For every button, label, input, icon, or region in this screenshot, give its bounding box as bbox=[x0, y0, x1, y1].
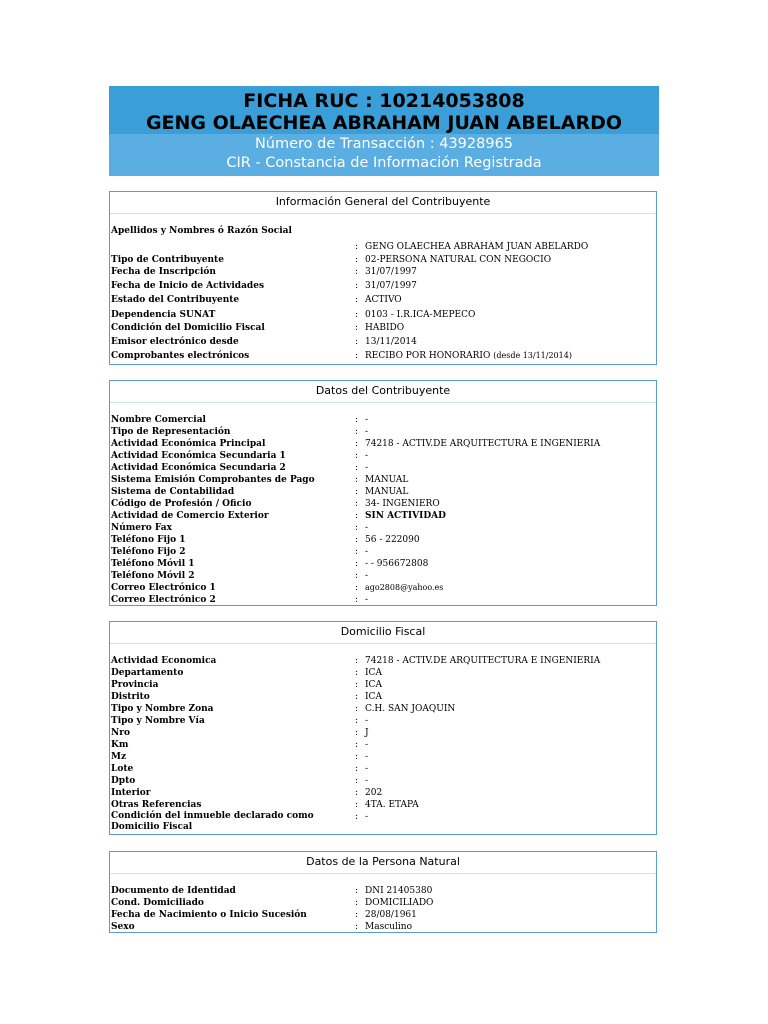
field-separator: : bbox=[355, 571, 359, 581]
field-separator: : bbox=[355, 728, 359, 738]
section-title: Datos del Contribuyente bbox=[110, 384, 656, 403]
field-row bbox=[111, 715, 655, 727]
field-label: Distrito bbox=[111, 692, 150, 702]
field-row bbox=[111, 703, 655, 715]
field-value: DNI 21405380 bbox=[365, 886, 433, 896]
field-separator: : bbox=[355, 559, 359, 569]
field-value: J bbox=[365, 728, 369, 738]
field-value: - bbox=[365, 740, 369, 750]
field-value: SIN ACTIVIDAD bbox=[365, 511, 446, 521]
field-separator: : bbox=[355, 788, 359, 798]
field-row bbox=[111, 462, 655, 474]
field-row bbox=[111, 594, 655, 606]
field-value: 34- INGENIERO bbox=[365, 499, 440, 509]
field-row bbox=[111, 414, 655, 426]
header-top-band bbox=[109, 86, 659, 134]
field-label: Provincia bbox=[111, 680, 159, 690]
field-row bbox=[111, 254, 655, 266]
field-value: - bbox=[365, 776, 369, 786]
field-row bbox=[111, 570, 655, 582]
field-value: GENG OLAECHEA ABRAHAM JUAN ABELARDO bbox=[365, 242, 589, 252]
field-row bbox=[111, 751, 655, 763]
field-separator: : bbox=[355, 886, 359, 896]
field-value: 202 bbox=[365, 788, 383, 798]
field-row bbox=[111, 921, 655, 933]
field-row bbox=[111, 885, 655, 897]
field-label: Actividad Económica Principal bbox=[111, 439, 266, 449]
field-value: 74218 - ACTIV.DE ARQUITECTURA E INGENIERIA bbox=[365, 439, 601, 449]
field-label: Otras Referencias bbox=[111, 800, 202, 810]
field-row bbox=[111, 582, 655, 594]
field-row bbox=[111, 474, 655, 486]
field-value: - bbox=[365, 812, 369, 822]
field-value: - bbox=[365, 523, 369, 533]
field-value: - bbox=[365, 547, 369, 557]
field-label: Tipo de Contribuyente bbox=[111, 255, 224, 265]
field-value: MANUAL bbox=[365, 487, 409, 497]
field-value-note: (desde 13/11/2014) bbox=[493, 351, 572, 360]
ficha-header bbox=[109, 86, 659, 176]
field-row bbox=[111, 727, 655, 739]
field-row bbox=[111, 739, 655, 751]
field-label: Lote bbox=[111, 764, 134, 774]
field-separator: : bbox=[355, 535, 359, 545]
field-separator: : bbox=[355, 337, 359, 347]
field-value: 74218 - ACTIV.DE ARQUITECTURA E INGENIERIA bbox=[365, 656, 601, 666]
field-separator: : bbox=[355, 547, 359, 557]
field-label: Teléfono Fijo 1 bbox=[111, 535, 186, 545]
field-row bbox=[111, 811, 655, 835]
field-value: - - 956672808 bbox=[365, 559, 429, 569]
field-separator: : bbox=[355, 776, 359, 786]
field-row bbox=[111, 534, 655, 546]
cir-subtitle: CIR - Constancia de Información Registrada bbox=[226, 155, 542, 171]
field-row bbox=[111, 667, 655, 679]
field-label: Sexo bbox=[111, 922, 135, 932]
section-title: Datos de la Persona Natural bbox=[110, 855, 656, 874]
field-separator: : bbox=[355, 351, 359, 361]
field-label: Nombre Comercial bbox=[111, 415, 206, 425]
section-title: Información General del Contribuyente bbox=[110, 195, 656, 214]
field-row bbox=[111, 510, 655, 522]
field-separator: : bbox=[355, 255, 359, 265]
field-separator: : bbox=[355, 922, 359, 932]
field-value: - bbox=[365, 571, 369, 581]
section-datos-contribuyente bbox=[109, 380, 657, 606]
field-value: ICA bbox=[365, 680, 382, 690]
field-separator: : bbox=[355, 427, 359, 437]
field-row bbox=[111, 350, 655, 362]
transaccion-number: Número de Transacción : 43928965 bbox=[254, 136, 514, 152]
field-separator: : bbox=[355, 267, 359, 277]
field-separator: : bbox=[355, 764, 359, 774]
field-separator: : bbox=[355, 242, 359, 252]
field-row bbox=[111, 691, 655, 703]
field-label: Cond. Domiciliado bbox=[111, 898, 204, 908]
field-label: Interior bbox=[111, 788, 151, 798]
field-label: Dpto bbox=[111, 776, 136, 786]
field-label: Tipo de Representación bbox=[111, 427, 231, 437]
field-separator: : bbox=[355, 523, 359, 533]
field-label: Dependencia SUNAT bbox=[111, 310, 216, 320]
field-row bbox=[111, 336, 655, 348]
field-row bbox=[111, 897, 655, 909]
field-row bbox=[111, 498, 655, 510]
field-row bbox=[111, 294, 655, 306]
field-value: 28/08/1961 bbox=[365, 910, 417, 920]
field-label: Tipo y Nombre Zona bbox=[111, 704, 214, 714]
field-separator: : bbox=[355, 487, 359, 497]
field-label: Sistema de Contabilidad bbox=[111, 487, 235, 497]
field-separator: : bbox=[355, 463, 359, 473]
field-separator: : bbox=[355, 310, 359, 320]
field-row bbox=[111, 438, 655, 450]
field-separator: : bbox=[355, 499, 359, 509]
field-label: Correo Electrónico 1 bbox=[111, 583, 216, 593]
section-informacion-general bbox=[109, 191, 657, 365]
field-row bbox=[111, 522, 655, 534]
field-row bbox=[111, 426, 655, 438]
field-separator: : bbox=[355, 656, 359, 666]
field-value bbox=[365, 350, 572, 362]
field-value: C.H. SAN JOAQUIN bbox=[365, 704, 456, 714]
field-separator: : bbox=[355, 511, 359, 521]
field-separator: : bbox=[355, 668, 359, 678]
field-value: Masculino bbox=[365, 922, 413, 932]
field-separator: : bbox=[355, 692, 359, 702]
field-row bbox=[111, 655, 655, 667]
field-value: ACTIVO bbox=[365, 295, 402, 305]
field-value: 31/07/1997 bbox=[365, 281, 417, 291]
field-label: Fecha de Nacimiento o Inicio Sucesión bbox=[111, 910, 307, 920]
field-row bbox=[111, 546, 655, 558]
field-separator: : bbox=[355, 583, 359, 593]
field-separator: : bbox=[355, 595, 359, 605]
field-label: Teléfono Fijo 2 bbox=[111, 547, 186, 557]
field-value: - bbox=[365, 764, 369, 774]
field-value: - bbox=[365, 451, 369, 461]
field-label: Correo Electrónico 2 bbox=[111, 595, 216, 605]
field-row bbox=[111, 322, 655, 334]
field-value: HABIDO bbox=[365, 323, 405, 333]
field-row bbox=[111, 486, 655, 498]
field-label: Condición del Domicilio Fiscal bbox=[111, 323, 265, 333]
field-value: ICA bbox=[365, 668, 382, 678]
field-value: ICA bbox=[365, 692, 382, 702]
field-row bbox=[111, 679, 655, 691]
contribuyente-name-title: GENG OLAECHEA ABRAHAM JUAN ABELARDO bbox=[145, 112, 623, 134]
field-label: Emisor electrónico desde bbox=[111, 337, 239, 347]
field-label: Código de Profesión / Oficio bbox=[111, 499, 252, 509]
field-separator: : bbox=[355, 323, 359, 333]
field-separator: : bbox=[355, 740, 359, 750]
field-row bbox=[111, 450, 655, 462]
field-value: 0103 - I.R.ICA-MEPECO bbox=[365, 310, 476, 320]
field-label: Número Fax bbox=[111, 523, 172, 533]
field-row bbox=[111, 309, 655, 321]
field-label: Mz bbox=[111, 752, 127, 762]
field-label: Comprobantes electrónicos bbox=[111, 351, 250, 361]
field-label: Teléfono Móvil 1 bbox=[111, 559, 195, 569]
field-label: Nro bbox=[111, 728, 130, 738]
field-separator: : bbox=[355, 752, 359, 762]
field-label: Sistema Emisión Comprobantes de Pago bbox=[111, 475, 315, 485]
field-value: 4TA. ETAPA bbox=[365, 800, 419, 810]
field-label: Tipo y Nombre Vía bbox=[111, 716, 205, 726]
field-row bbox=[111, 799, 655, 811]
field-label: Fecha de Inicio de Actividades bbox=[111, 281, 265, 291]
field-value: DOMICILIADO bbox=[365, 898, 434, 908]
field-value: - bbox=[365, 415, 369, 425]
field-row bbox=[111, 241, 655, 253]
section-domicilio-fiscal bbox=[109, 621, 657, 835]
field-label: Teléfono Móvil 2 bbox=[111, 571, 195, 581]
section-title: Domicilio Fiscal bbox=[110, 625, 656, 644]
field-label: Actividad Económica Secundaria 2 bbox=[111, 463, 286, 473]
field-row bbox=[111, 266, 655, 278]
field-label: Actividad Económica Secundaria 1 bbox=[111, 451, 286, 461]
field-row bbox=[111, 280, 655, 292]
field-value: 56 - 222090 bbox=[365, 535, 420, 545]
ficha-ruc-title: FICHA RUC : 10214053808 bbox=[243, 90, 525, 112]
field-separator: : bbox=[355, 898, 359, 908]
field-separator: : bbox=[355, 439, 359, 449]
field-value: MANUAL bbox=[365, 475, 409, 485]
field-separator: : bbox=[355, 800, 359, 810]
field-label: Actividad Economica bbox=[111, 656, 217, 666]
field-separator: : bbox=[355, 281, 359, 291]
field-label: Estado del Contribuyente bbox=[111, 295, 240, 305]
field-value: - bbox=[365, 463, 369, 473]
field-label: Actividad de Comercio Exterior bbox=[111, 511, 269, 521]
field-label: Departamento bbox=[111, 668, 184, 678]
field-value: 31/07/1997 bbox=[365, 267, 417, 277]
field-value: - bbox=[365, 595, 369, 605]
field-separator: : bbox=[355, 716, 359, 726]
field-value: ago2808@yahoo.es bbox=[365, 583, 444, 592]
field-value: - bbox=[365, 427, 369, 437]
field-row bbox=[111, 787, 655, 799]
field-separator: : bbox=[355, 415, 359, 425]
field-row bbox=[111, 558, 655, 570]
field-label: Documento de Identidad bbox=[111, 886, 236, 896]
field-label: Km bbox=[111, 740, 129, 750]
field-separator: : bbox=[355, 451, 359, 461]
field-separator: : bbox=[355, 295, 359, 305]
header-bottom-band bbox=[109, 134, 659, 176]
field-value: - bbox=[365, 752, 369, 762]
section-persona-natural bbox=[109, 851, 657, 933]
field-label: Apellidos y Nombres ó Razón Social bbox=[111, 226, 292, 236]
field-label: Condición del inmueble declarado como Domicilio Fiscal bbox=[111, 811, 314, 832]
field-row bbox=[111, 775, 655, 787]
field-label: Fecha de Inscripción bbox=[111, 267, 216, 277]
field-value: 13/11/2014 bbox=[365, 337, 417, 347]
field-separator: : bbox=[355, 812, 359, 822]
field-separator: : bbox=[355, 680, 359, 690]
field-row bbox=[111, 763, 655, 775]
field-value: 02-PERSONA NATURAL CON NEGOCIO bbox=[365, 255, 552, 265]
razon-social-label-row bbox=[111, 225, 655, 237]
field-separator: : bbox=[355, 475, 359, 485]
field-row bbox=[111, 909, 655, 921]
field-separator: : bbox=[355, 910, 359, 920]
field-value: - bbox=[365, 716, 369, 726]
field-value-main: RECIBO POR HONORARIO bbox=[365, 351, 491, 361]
field-separator: : bbox=[355, 704, 359, 714]
